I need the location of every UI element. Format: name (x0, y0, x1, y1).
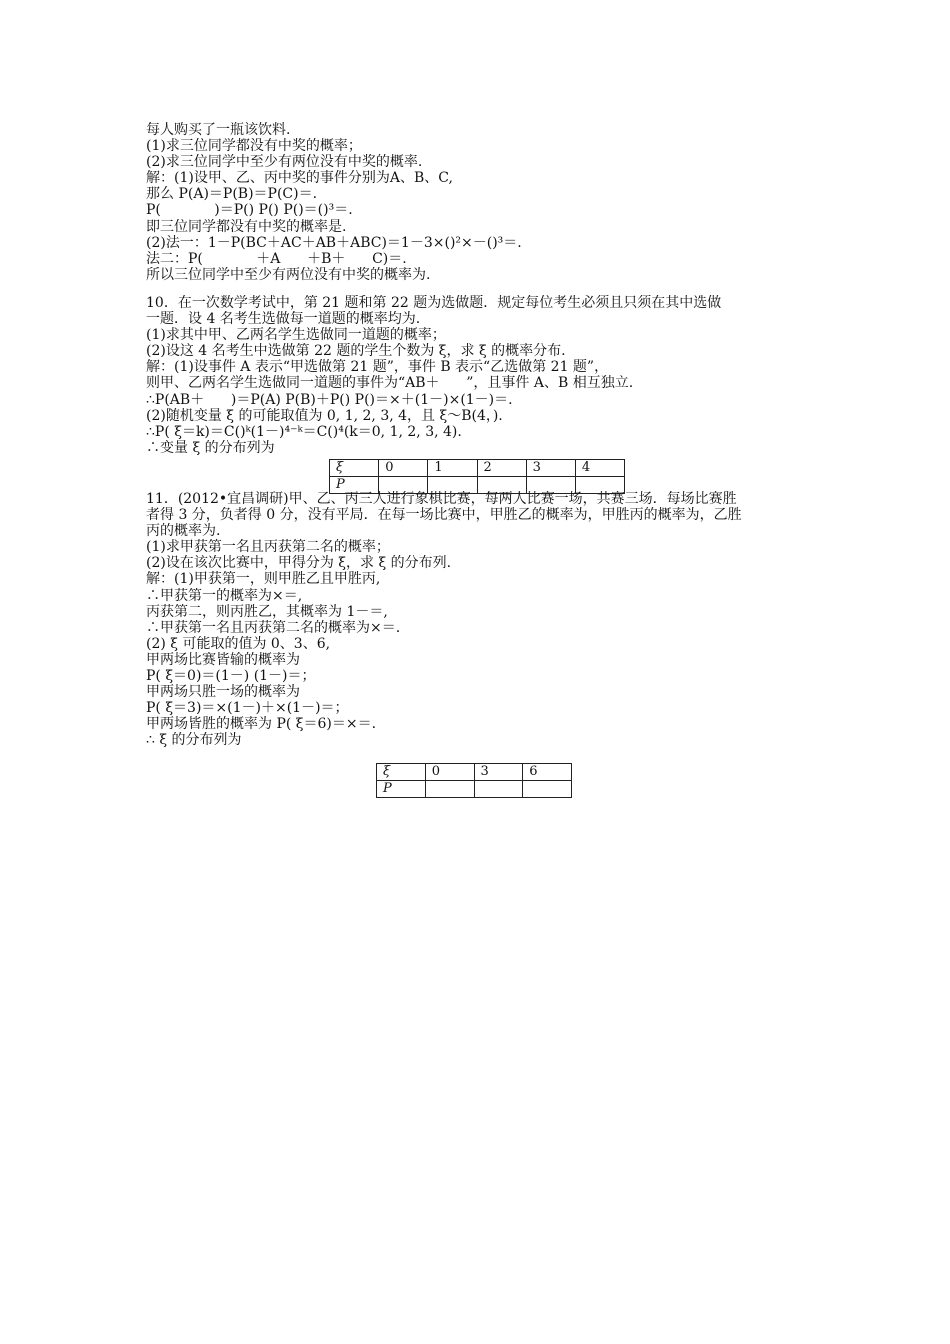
table-cell: ξ (330, 460, 379, 477)
table-cell: 1 (428, 460, 477, 477)
text-line: ∴甲获第一名且丙获第二名的概率为×＝. (146, 619, 401, 636)
text-line: ∴P( ξ＝k)＝C()ᵏ(1－)⁴⁻ᵏ＝C()⁴(k＝0, 1, 2, 3, 4). (146, 423, 462, 440)
text-line: (2)设在该次比赛中，甲得分为 ξ，求 ξ 的分布列. (146, 555, 452, 572)
problem-10 (146, 295, 816, 456)
table-cell: P (330, 477, 379, 494)
table-cell: 6 (523, 764, 572, 781)
text-line: 10．在一次数学考试中，第 21 题和第 22 题为选做题．规定每位考生必须且只须在其中选做 (146, 295, 722, 311)
distribution-table-problem-10 (329, 459, 625, 494)
text-line: 者得 3 分，负者得 0 分，没有平局．在每一场比赛中，甲胜乙的概率为，甲胜丙的概率为，乙胜 (146, 507, 742, 524)
table-cell: ξ (377, 764, 426, 781)
text-line: ∴变量 ξ 的分布列为 (146, 439, 275, 456)
text-line: P( )＝P() P() P()＝()³＝. (146, 202, 353, 219)
table-cell (523, 781, 572, 798)
text-line: ∴甲获第一的概率为×＝, (146, 587, 303, 604)
table-cell: 0 (379, 460, 428, 477)
table-cell (474, 781, 523, 798)
problem-9-solution (146, 122, 816, 283)
text-line: ∴P(AB＋ )＝P(A) P(B)＋P() P()＝×＋(1－)×(1－)＝. (146, 391, 513, 408)
text-line: (2) ξ 可能取的值为 0、3、6, (146, 635, 331, 652)
text-line: 甲两场比赛皆输的概率为 (146, 651, 300, 668)
text-line: ∴ ξ 的分布列为 (146, 732, 242, 749)
text-line: 那么 P(A)＝P(B)＝P(C)＝. (146, 186, 318, 203)
table-cell: P (377, 781, 426, 798)
text-line: 甲两场皆胜的概率为 P( ξ＝6)＝×＝. (146, 716, 377, 733)
table-cell: 4 (575, 460, 624, 477)
text-line: 即三位同学都没有中奖的概率是. (146, 218, 347, 235)
text-line: (2)设这 4 名考生中选做第 22 题的学生个数为 ξ，求 ξ 的概率分布. (146, 343, 566, 360)
text-line: 一题．设 4 名考生选做每一道题的概率均为. (146, 311, 421, 328)
text-line: (1)求三位同学都没有中奖的概率； (146, 138, 362, 155)
text-line: 11．(2012•宜昌调研)甲、乙、丙三人进行象棋比赛，每两人比赛一场，共赛三场．每场比赛胜 (146, 491, 737, 507)
table-row (377, 764, 572, 781)
text-line: P( ξ＝0)＝(1－) (1－)＝； (146, 668, 316, 685)
text-line: P( ξ＝3)＝×(1－)＋×(1－)＝； (146, 700, 349, 717)
problem-11 (146, 491, 816, 749)
text-line: 每人购买了一瓶该饮料. (146, 122, 291, 138)
table-cell: 2 (477, 460, 526, 477)
text-line: 丙的概率为. (146, 523, 221, 540)
table-row (377, 781, 572, 798)
table-row (330, 460, 625, 477)
text-line: 法二：P( ＋A ＋B＋ C)＝. (146, 250, 407, 267)
text-line: 甲两场只胜一场的概率为 (146, 684, 300, 701)
text-line: 解：(1)设事件 A 表示“甲选做第 21 题”，事件 B 表示“乙选做第 21 题”， (146, 359, 609, 376)
text-line: 解：(1)设甲、乙、丙中奖的事件分别为A、B、C, (146, 170, 453, 187)
distribution-table-problem-11 (376, 763, 572, 798)
table-cell: 3 (526, 460, 575, 477)
text-line: (1)求甲获第一名且丙获第二名的概率； (146, 539, 390, 556)
text-line: (2)随机变量 ξ 的可能取值为 0, 1, 2, 3, 4，且 ξ～B(4，). (146, 407, 503, 424)
text-line: (1)求其中甲、乙两名学生选做同一道题的概率； (146, 327, 446, 344)
text-line: 所以三位同学中至少有两位没有中奖的概率为. (146, 266, 431, 283)
table-cell: 3 (474, 764, 523, 781)
text-line: (2)法一：1－P(BC＋AC＋AB＋ABC)＝1－3×()²×－()³＝. (146, 234, 522, 251)
table-cell (425, 781, 474, 798)
text-line: 丙获第二，则丙胜乙，其概率为 1－＝, (146, 603, 388, 620)
text-line: 则甲、乙两名学生选做同一道题的事件为“AB＋ ”，且事件 A、B 相互独立. (146, 375, 634, 392)
table-cell: 0 (425, 764, 474, 781)
text-line: 解：(1)甲获第一，则甲胜乙且甲胜丙, (146, 571, 381, 588)
text-line: (2)求三位同学中至少有两位没有中奖的概率. (146, 154, 423, 171)
